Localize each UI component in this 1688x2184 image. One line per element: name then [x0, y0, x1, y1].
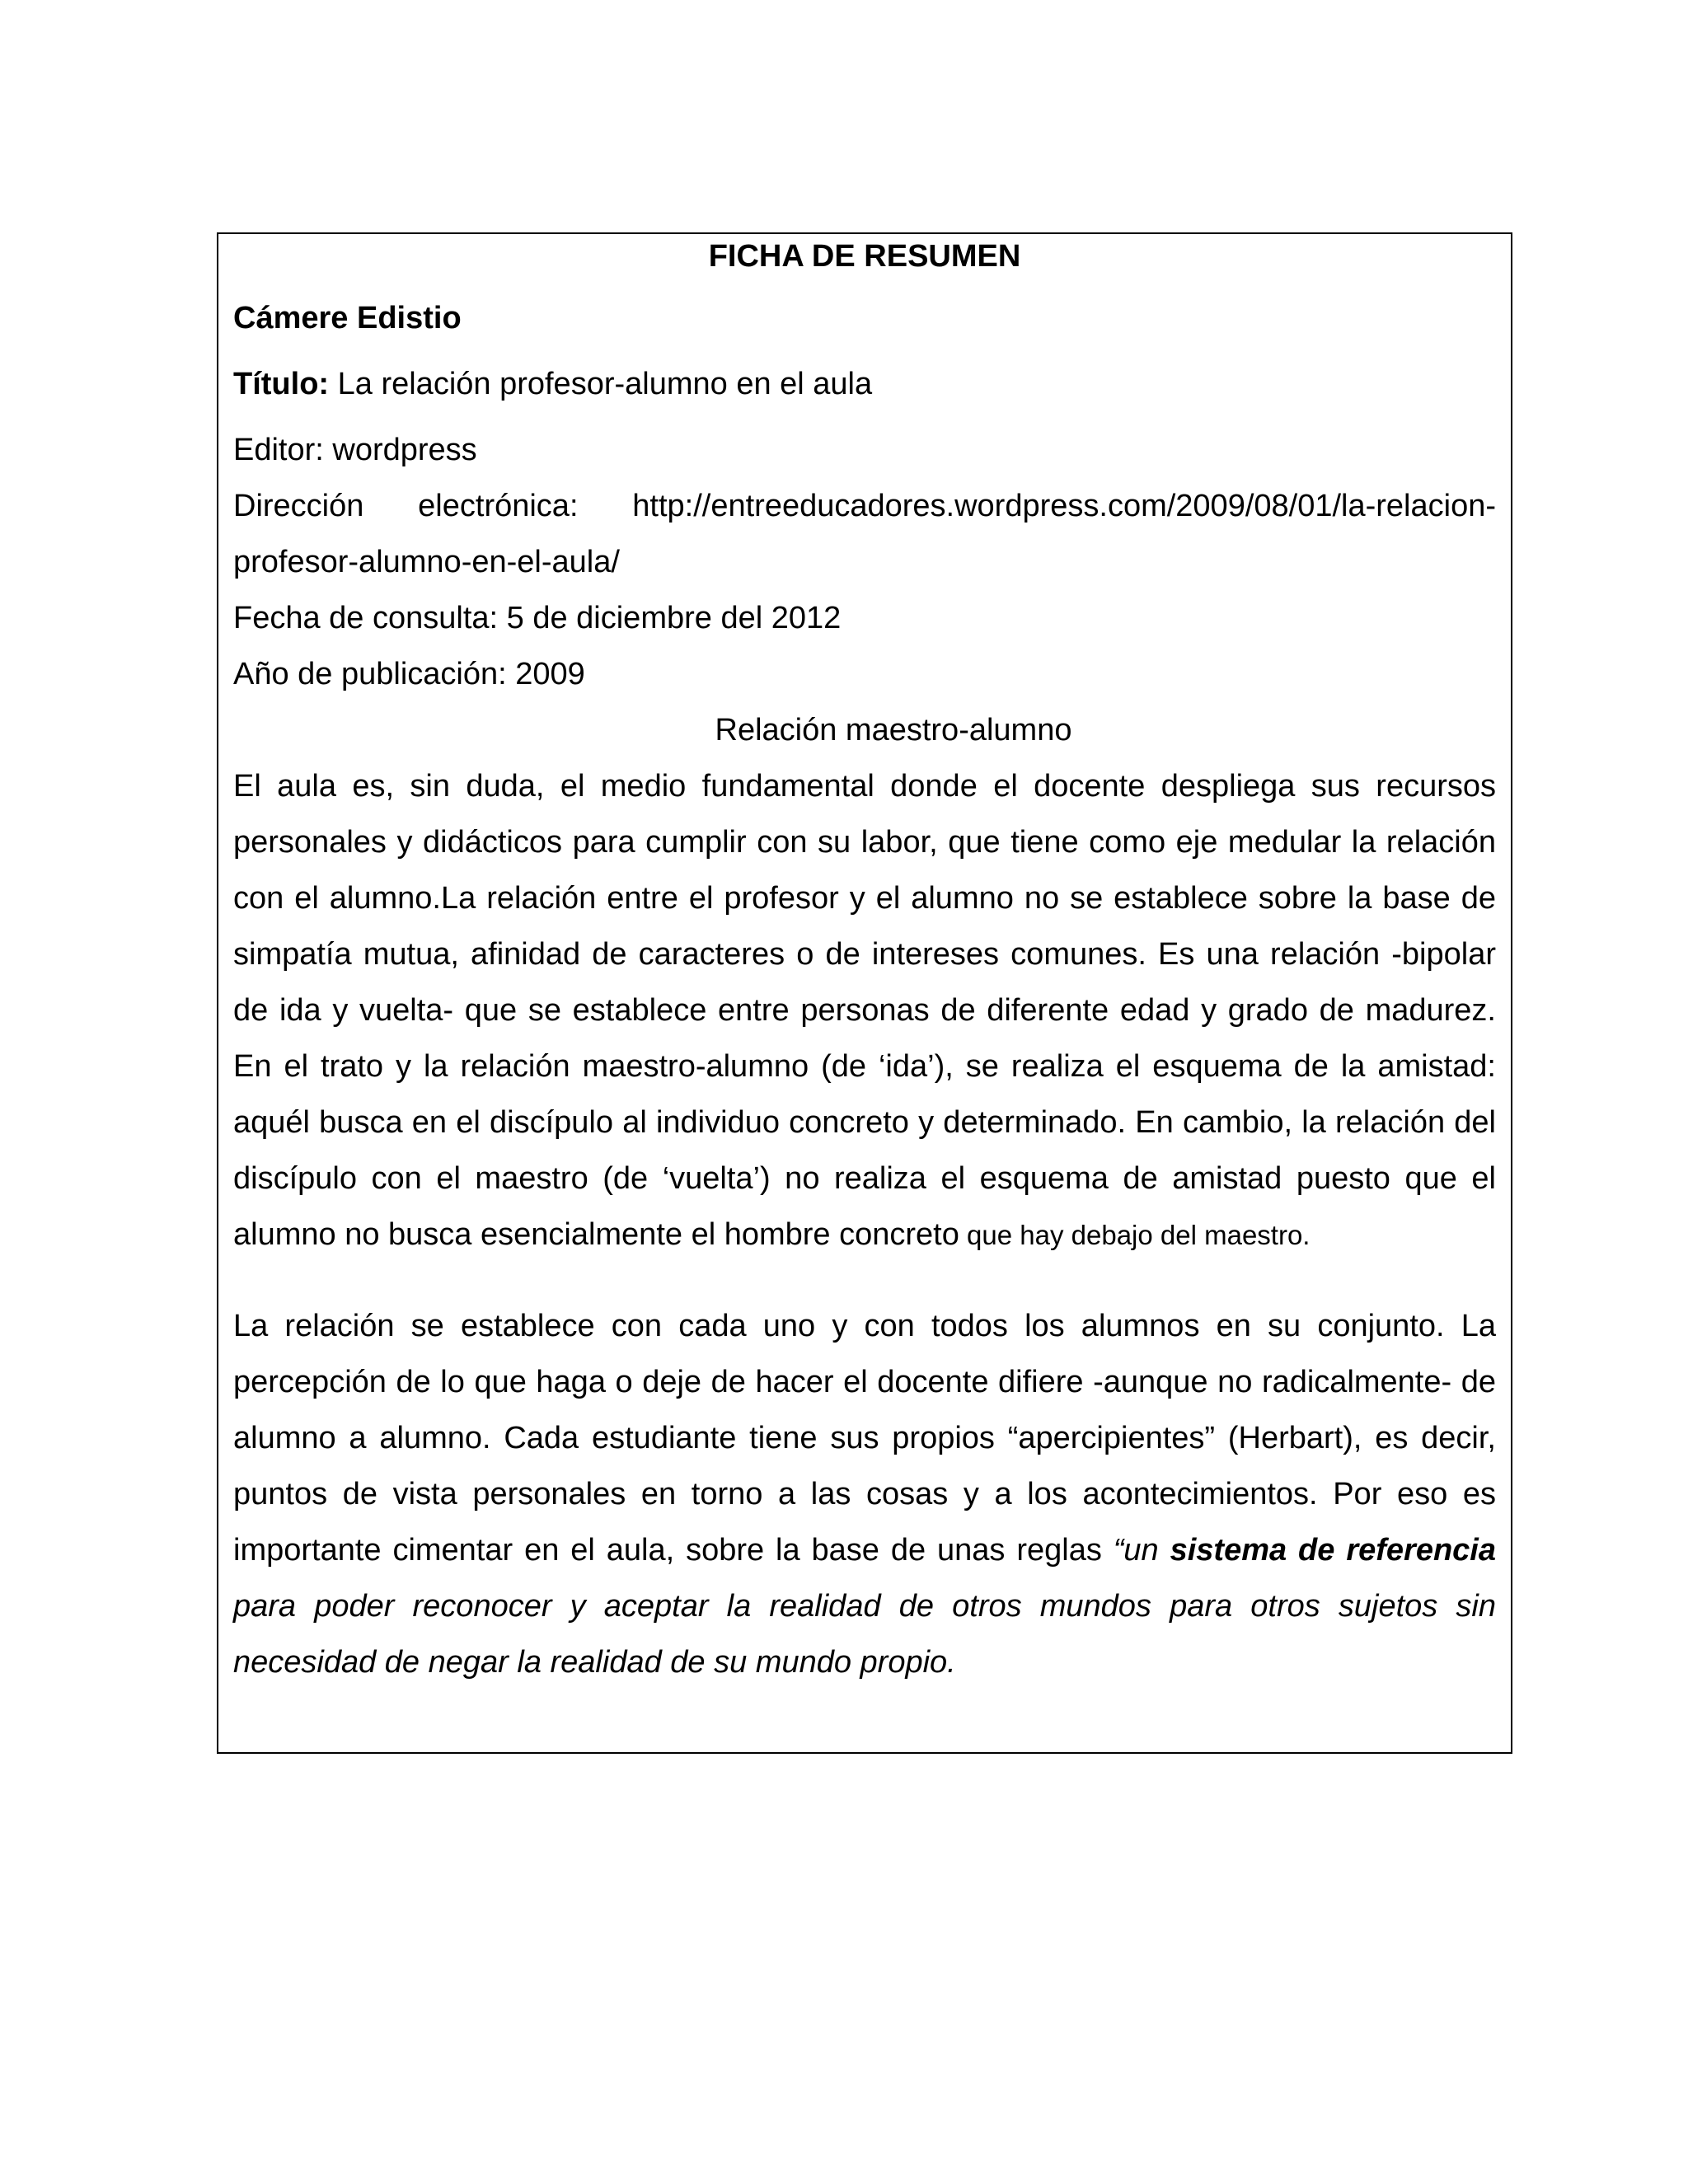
card-heading: FICHA DE RESUMEN [708, 239, 1021, 274]
address-url: http://entreeducadores.wordpress.com/2009/08/01/la-relacion- [632, 489, 1496, 523]
publication-year: Año de publicación: 2009 [233, 657, 585, 691]
summary-paragraph-2 [233, 1298, 1496, 1690]
address-label-2: electrónica: [418, 489, 579, 523]
paragraph-1-end-b: que hay debajo del maestro. [959, 1220, 1311, 1250]
paragraph-2-text: La relación se establece con cada uno y con todos los alumnos en su conjunto. La percepción de lo que haga o deje de hacer el docente difiere -aunque no radicalmente- de alumno a alumno. Cada estudiante tiene sus propios “apercipientes” (Herbart), es decir, puntos de vista personales en torno a las cosas y a los acontecimientos. Por eso es importante cimentar en el aula, sobre la base de unas reglas [233, 1309, 1496, 1568]
section-title: Relación maestro-alumno [715, 713, 1072, 748]
address-label: Dirección [233, 489, 364, 523]
paragraph-1-text: El aula es, sin duda, el medio fundamental donde el docente despliega sus recursos personales y didácticos para cumplir con su labor, que tiene como eje medular la relación con el alumno.La relación entre el profesor y el alumno no se establece sobre la base de simpatía mutua, afinidad de caracteres o de intereses comunes. Es una relación -bipolar de ida y vuelta- que se establece entre personas de diferente edad y grado de madurez. En el trato y la relación maestro-alumno (de ‘ida’), se realiza el esquema de la amistad: aquél busca en el discípulo al individuo concreto y determinado. En cambio, la relación del discípulo con el maestro (de ‘vuelta’) no realiza el esquema de amistad puesto que el alumno no busca esencialmente el hombre [233, 769, 1496, 1252]
title-label: Título: [233, 367, 330, 401]
address-url-cont: profesor-alumno-en-el-aula/ [233, 545, 620, 579]
paragraph-2-bold-italic: sistema de referencia [1170, 1533, 1496, 1568]
consult-date: Fecha de consulta: 5 de diciembre del 2012 [233, 601, 842, 635]
address-row [233, 478, 1496, 534]
title-row [233, 356, 1496, 412]
editor-row: Editor: wordpress [233, 433, 477, 467]
paragraph-2-italic-a: “un [1113, 1533, 1170, 1568]
summary-paragraph-1 [233, 758, 1496, 1263]
author-name: Cámere Edistio [233, 301, 462, 335]
title-value: La relación profesor-alumno en el aula [337, 367, 873, 401]
paragraph-1-end-a: concreto [839, 1217, 959, 1252]
summary-card [217, 232, 1512, 1754]
paragraph-2-italic-b: para poder reconocer y aceptar la realidad de otros mundos para otros sujetos sin necesidad de negar la realidad de su mundo propio. [233, 1589, 1496, 1680]
